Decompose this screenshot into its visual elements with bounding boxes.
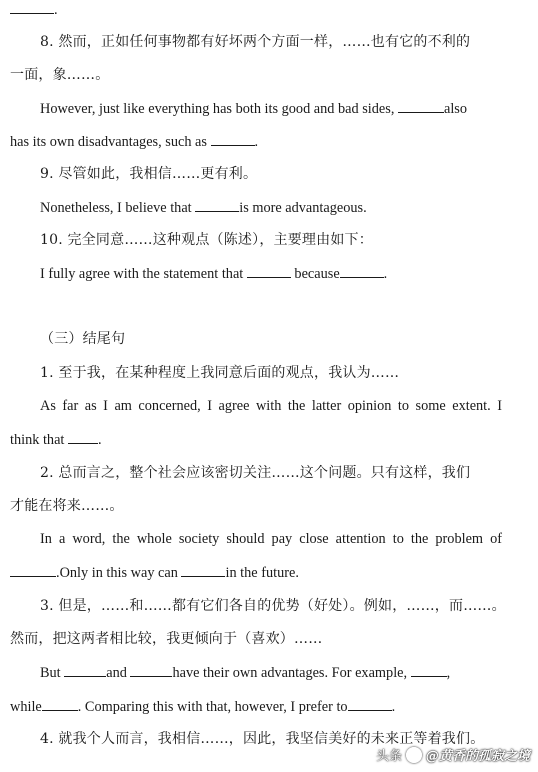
text-run: and bbox=[106, 665, 131, 681]
text-run: think that bbox=[10, 432, 68, 448]
chinese-line: 才能在将来……。 bbox=[10, 498, 124, 514]
watermark-logo-icon bbox=[406, 747, 422, 763]
text-run: , bbox=[446, 665, 451, 681]
text-run: I fully agree with the statement that bbox=[40, 266, 247, 282]
english-line bbox=[40, 264, 502, 283]
fill-blank bbox=[398, 99, 444, 113]
chinese-line: 一面，象……。 bbox=[10, 67, 110, 83]
fill-blank bbox=[10, 563, 56, 577]
fill-blank bbox=[42, 697, 78, 711]
text-run: also bbox=[443, 101, 468, 117]
text-run: . bbox=[391, 699, 396, 715]
text-run: have their own advantages. For example, bbox=[172, 665, 411, 681]
chinese-line: 9. 尽管如此，我相信……更有利。 bbox=[40, 166, 258, 182]
english-line bbox=[10, 697, 502, 716]
text-run: But bbox=[40, 665, 65, 681]
text-run: . bbox=[97, 432, 102, 448]
text-run: Nonetheless, I believe that bbox=[40, 200, 196, 216]
fill-blank bbox=[64, 663, 106, 677]
fill-blank bbox=[340, 264, 384, 278]
english-line bbox=[10, 563, 502, 582]
chinese-line: 4. 就我个人而言，我相信……，因此，我坚信美好的未来正等着我们。 bbox=[40, 731, 485, 747]
text-run: is more advantageous. bbox=[239, 200, 367, 216]
text-run: while bbox=[10, 699, 42, 715]
fill-blank bbox=[348, 697, 392, 711]
english-line bbox=[40, 198, 502, 217]
text-run: because bbox=[290, 266, 340, 282]
english-line bbox=[40, 99, 502, 118]
text-run: .Only in this way can bbox=[56, 565, 182, 581]
fill-blank bbox=[68, 430, 98, 444]
chinese-line: 然而，把这两者相比较，我更倾向于（喜欢）…… bbox=[10, 631, 323, 647]
watermark-prefix: 头条 bbox=[375, 749, 402, 764]
fill-blank bbox=[195, 198, 239, 212]
text-run: in the future. bbox=[225, 565, 299, 581]
english-line bbox=[40, 663, 502, 682]
english-line: As far as I am concerned, I agree with the latter opinion to some extent. I bbox=[40, 398, 502, 414]
english-line bbox=[10, 430, 502, 449]
english-line bbox=[10, 132, 502, 151]
watermark bbox=[376, 745, 530, 764]
text-run: However, just like everything has both its good and bad sides, bbox=[40, 101, 398, 117]
english-line: In a word, the whole society should pay close attention to the problem of bbox=[40, 531, 502, 547]
text-run: . bbox=[54, 2, 58, 18]
text-line bbox=[10, 0, 502, 19]
text-run: . Comparing this with that, however, I prefer to bbox=[77, 699, 348, 715]
text-run: . bbox=[383, 266, 388, 282]
text-run: has its own disadvantages, such as bbox=[10, 134, 211, 150]
fill-blank bbox=[411, 663, 447, 677]
chinese-line: 10. 完全同意……这种观点（陈述），主要理由如下： bbox=[40, 232, 373, 248]
section-heading: （三）结尾句 bbox=[40, 331, 126, 347]
watermark-handle: @黄香的孤寂之境 bbox=[425, 749, 530, 764]
chinese-line: 1. 至于我，在某种程度上我同意后面的观点，我认为…… bbox=[40, 365, 400, 381]
fill-blank bbox=[247, 264, 291, 278]
chinese-line: 2. 总而言之，整个社会应该密切关注……这个问题。只有这样，我们 bbox=[40, 465, 471, 481]
fill-blank bbox=[211, 132, 255, 146]
text-run: . bbox=[254, 134, 259, 150]
chinese-line: 3. 但是，……和……都有它们各自的优势（好处）。例如，……，而……。 bbox=[40, 598, 506, 614]
chinese-line: 8. 然而，正如任何事物都有好坏两个方面一样，……也有它的不利的 bbox=[40, 34, 471, 50]
fill-blank bbox=[130, 663, 172, 677]
fill-blank bbox=[10, 0, 54, 14]
fill-blank bbox=[181, 563, 225, 577]
